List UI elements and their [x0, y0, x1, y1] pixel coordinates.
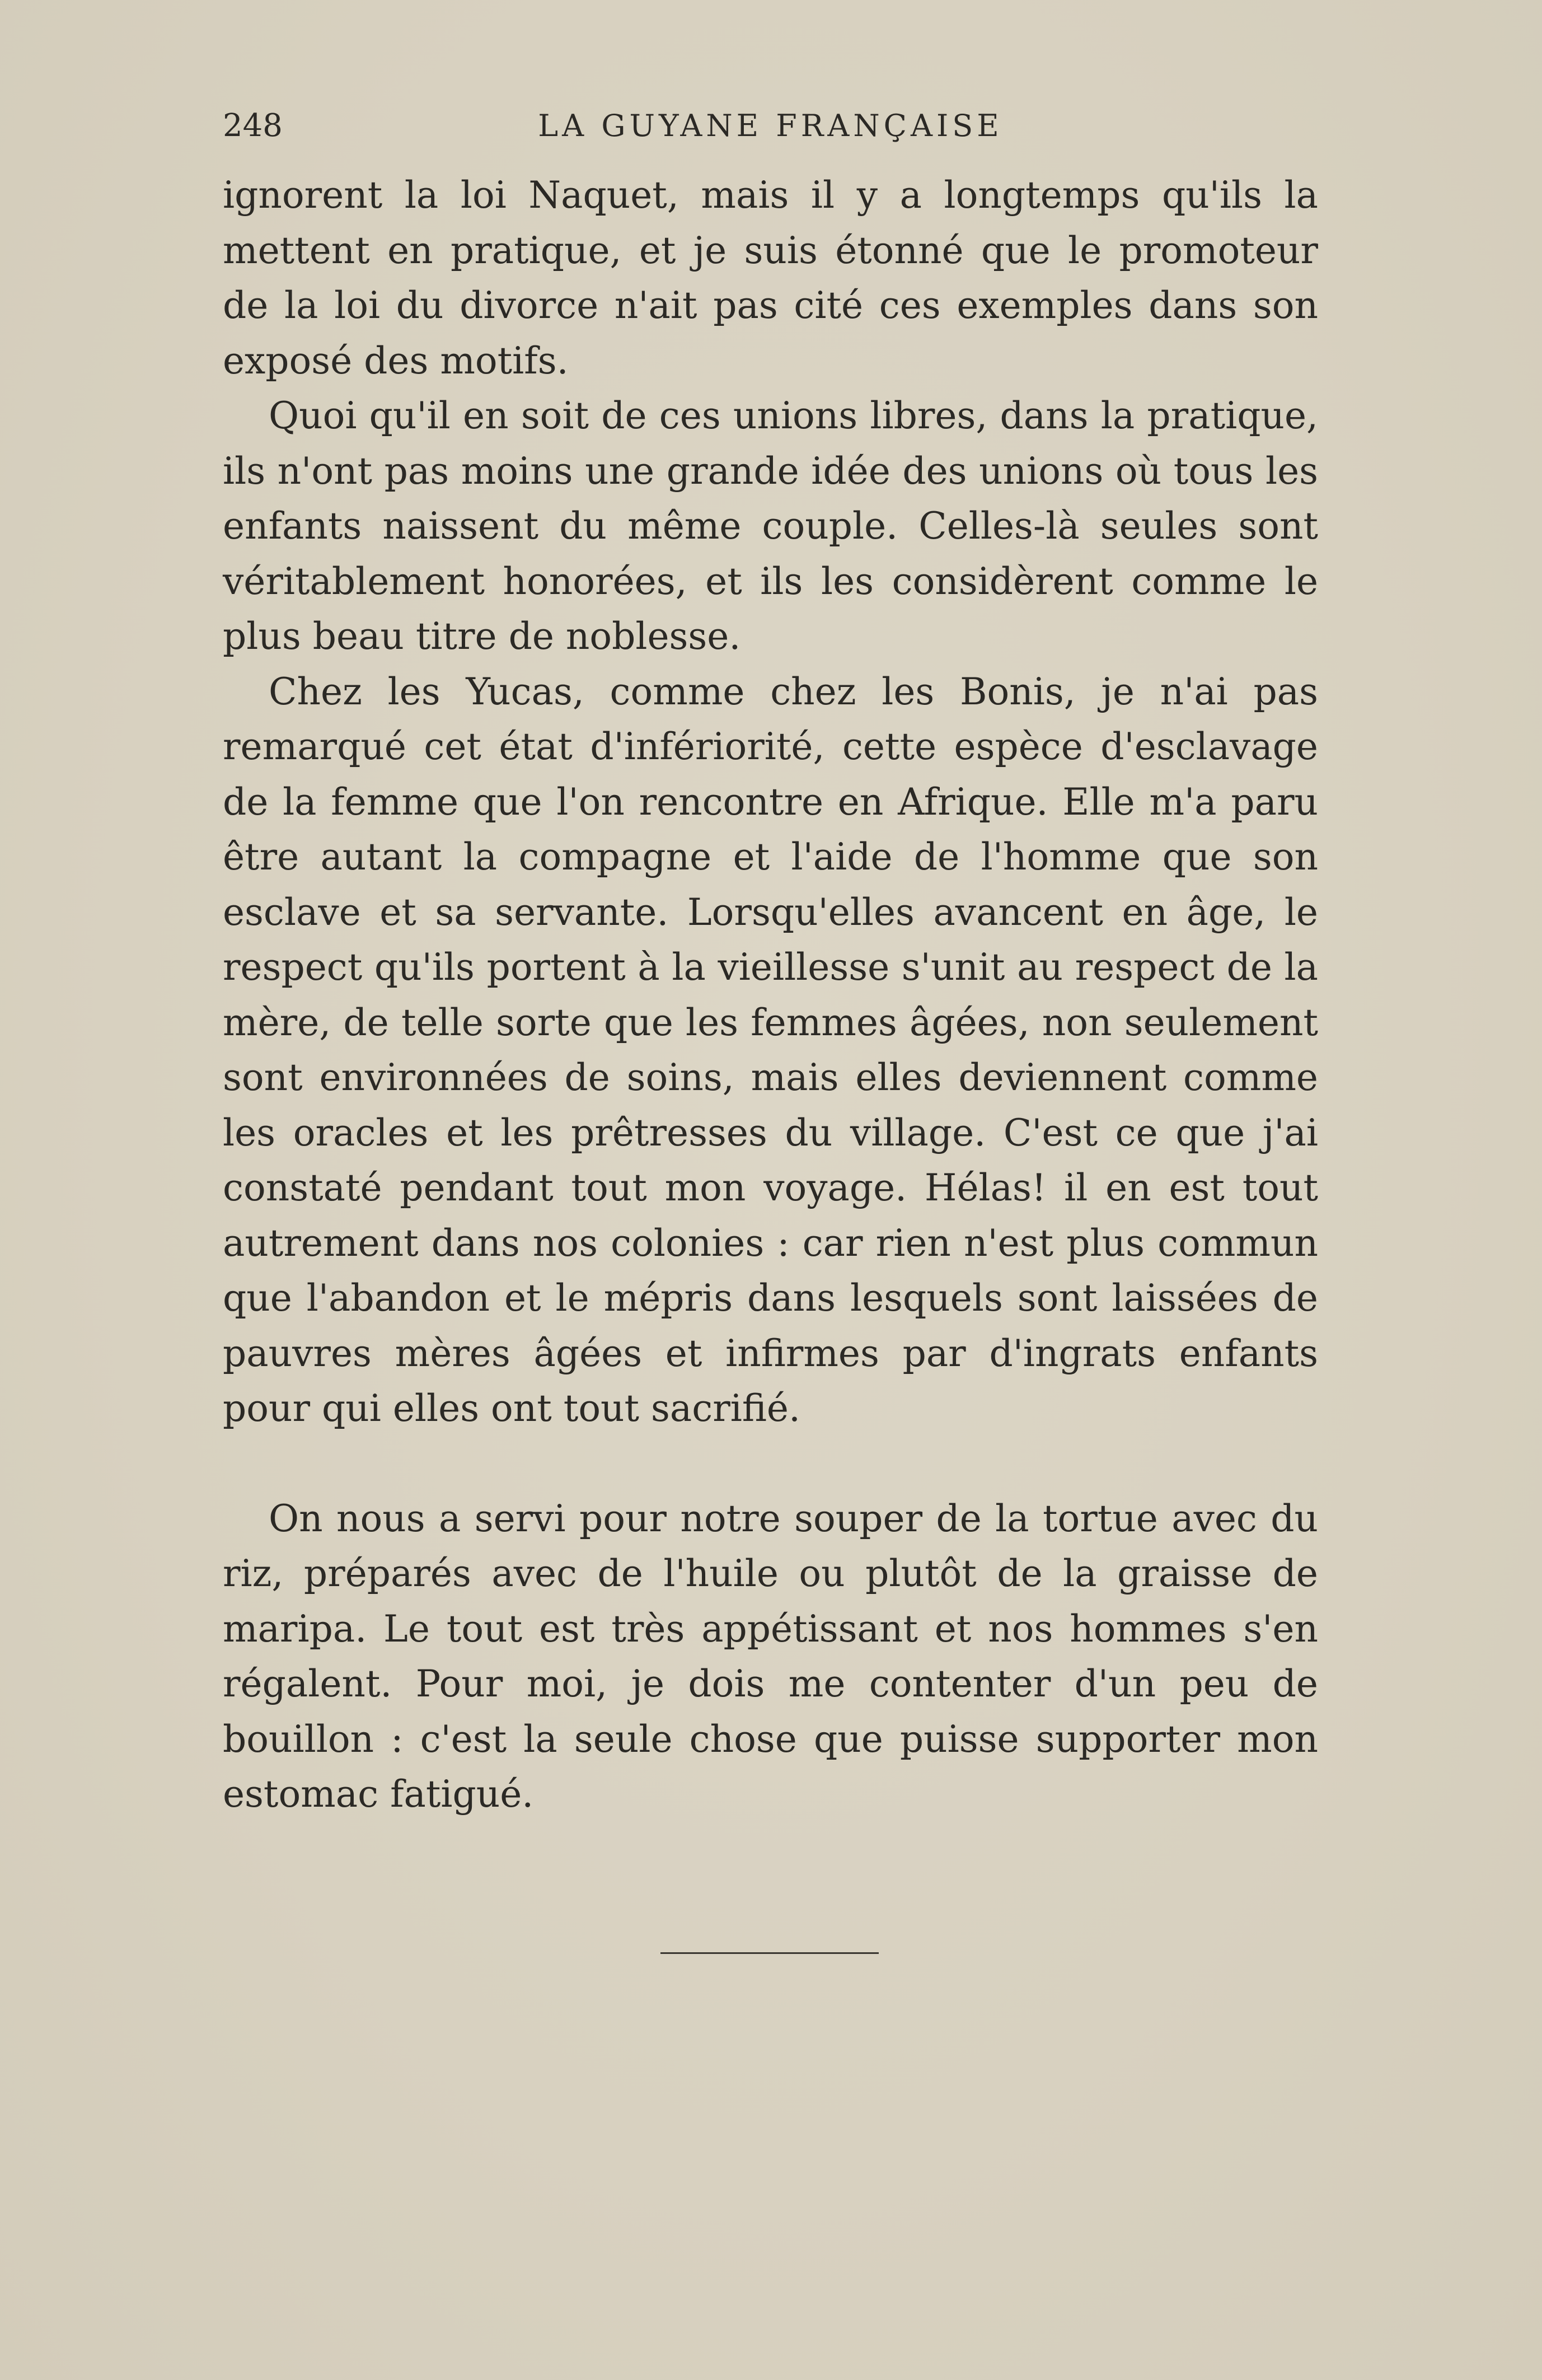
paragraph: On nous a servi pour notre souper de la tortue avec du riz, préparés avec de l'huile ou plutôt de la graisse de maripa. Le tout est très appétissant et nos hommes s'en régalent. Pour moi, je dois me contenter d'un peu de bouillon : c'est la seule chose que puisse supporter mon estomac fatigué. [223, 1497, 1318, 1816]
section-gap [223, 1437, 1318, 1491]
paragraph: Chez les Yucas, comme chez les Bonis, je n'ai pas remarqué cet état d'infériorité, cette espèce d'esclavage de la femme que l'on rencontre en Afrique. Elle m'a paru être autant la compagne et l'aide de l'homme que son esclave et sa servante. Lorsqu'elles avancent en âge, le respect qu'ils portent à la vieillesse s'unit au respect de la mère, de telle sorte que les femmes âgées, non seulement sont environnées de soins, mais elles deviennent comme les oracles et les prêtresses du village. C'est ce que j'ai constaté pendant tout mon voyage. Hélas! il en est tout autrement dans nos colonies : car rien n'est plus commun que l'abandon et le mépris dans lesquels sont laissées de pauvres mères âgées et infirmes par d'ingrats enfants pour qui elles ont tout sacrifié. [223, 670, 1318, 1430]
paragraph: Quoi qu'il en soit de ces unions libres, dans la pratique, ils n'ont pas moins une grande idée des unions où tous les enfants naissent du même couple. Celles-là seules sont véritablement honorées, et ils les considèrent comme le plus beau titre de noblesse. [223, 394, 1318, 658]
paragraph-continued: ignorent la loi Naquet, mais il y a longtemps qu'ils la mettent en pratique, et je suis étonné que le promoteur de la loi du divorce n'ait pas cité ces exemples dans son exposé des motifs. [223, 174, 1318, 382]
body-text [223, 168, 1318, 1822]
page-number: 248 [223, 107, 283, 144]
running-head [223, 101, 1318, 151]
chapter-end-rule [660, 1952, 879, 1954]
running-title: LA GUYANE FRANÇAISE [538, 108, 1003, 143]
